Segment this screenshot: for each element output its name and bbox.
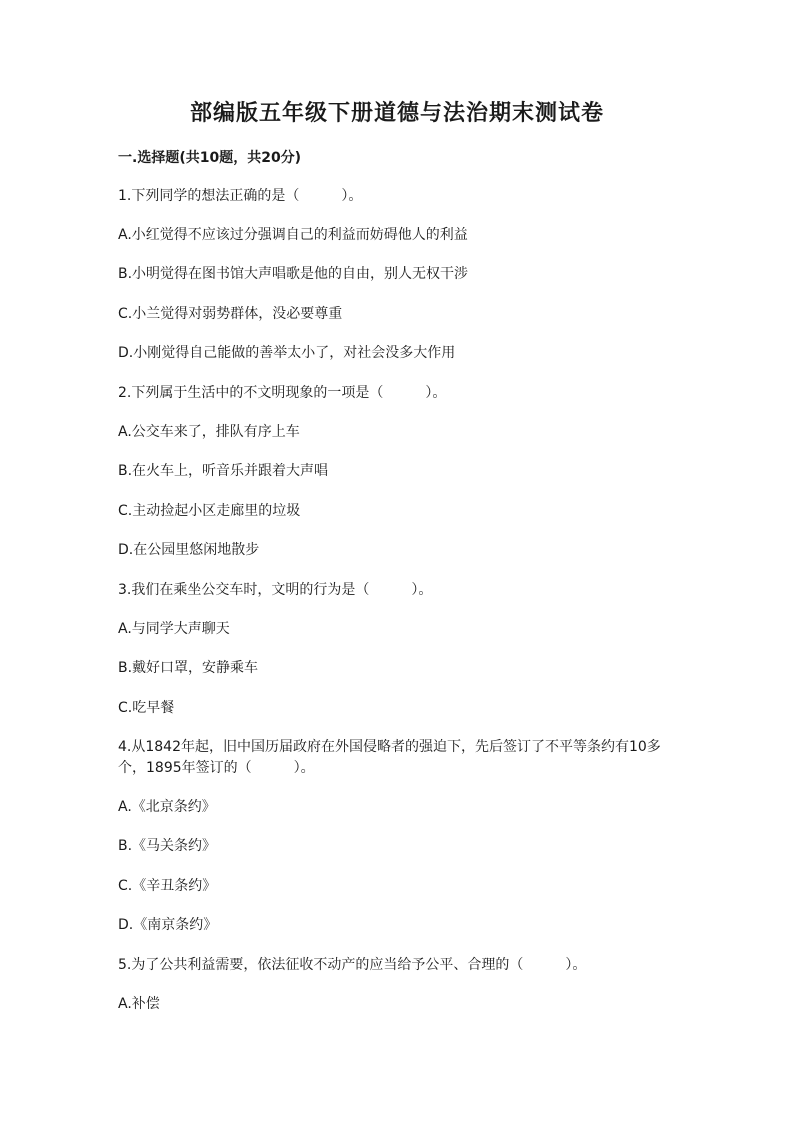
question-4-option-a: A.《北京条约》 bbox=[118, 799, 216, 815]
question-3-option-a: A.与同学大声聊天 bbox=[118, 621, 230, 637]
question-5-option-a: A.补偿 bbox=[118, 996, 160, 1012]
question-1-option-a: A.小红觉得不应该过分强调自己的利益而妨碍他人的利益 bbox=[118, 227, 468, 243]
question-2-option-c: C.主动捡起小区走廊里的垃圾 bbox=[118, 503, 301, 519]
question-1-option-b: B.小明觉得在图书馆大声唱歌是他的自由，别人无权干涉 bbox=[118, 266, 469, 282]
question-1-option-d: D.小刚觉得自己能做的善举太小了，对社会没多大作用 bbox=[118, 345, 456, 361]
question-4-option-b: B.《马关条约》 bbox=[118, 838, 217, 854]
question-2-option-b: B.在火车上，听音乐并跟着大声唱 bbox=[118, 463, 329, 479]
question-4-option-c: C.《辛丑条约》 bbox=[118, 878, 217, 894]
question-3-option-b: B.戴好口罩，安静乘车 bbox=[118, 660, 259, 676]
question-5-stem: 5.为了公共利益需要，依法征收不动产的应当给予公平、合理的（ ）。 bbox=[118, 957, 587, 973]
question-1-stem: 1.下列同学的想法正确的是（ ）。 bbox=[118, 188, 363, 204]
question-3-stem: 3.我们在乘坐公交车时，文明的行为是（ ）。 bbox=[118, 582, 433, 598]
question-4-stem: 4.从1842年起，旧中国历届政府在外国侵略者的强迫下，先后签订了不平等条约有10多个，1895年签订的（ ）。 bbox=[118, 739, 661, 776]
question-2-stem: 2.下列属于生活中的不文明现象的一项是（ ）。 bbox=[118, 385, 447, 401]
question-2-option-a: A.公交车来了，排队有序上车 bbox=[118, 424, 300, 440]
page-title: 部编版五年级下册道德与法治期末测试卷 bbox=[189, 100, 604, 126]
question-2-option-d: D.在公园里悠闲地散步 bbox=[118, 542, 260, 558]
question-3-option-c: C.吃早餐 bbox=[118, 700, 175, 716]
section-heading: 一.选择题(共10题，共20分) bbox=[118, 150, 302, 166]
question-4-option-d: D.《南京条约》 bbox=[118, 917, 218, 933]
question-1-option-c: C.小兰觉得对弱势群体，没必要尊重 bbox=[118, 306, 343, 322]
